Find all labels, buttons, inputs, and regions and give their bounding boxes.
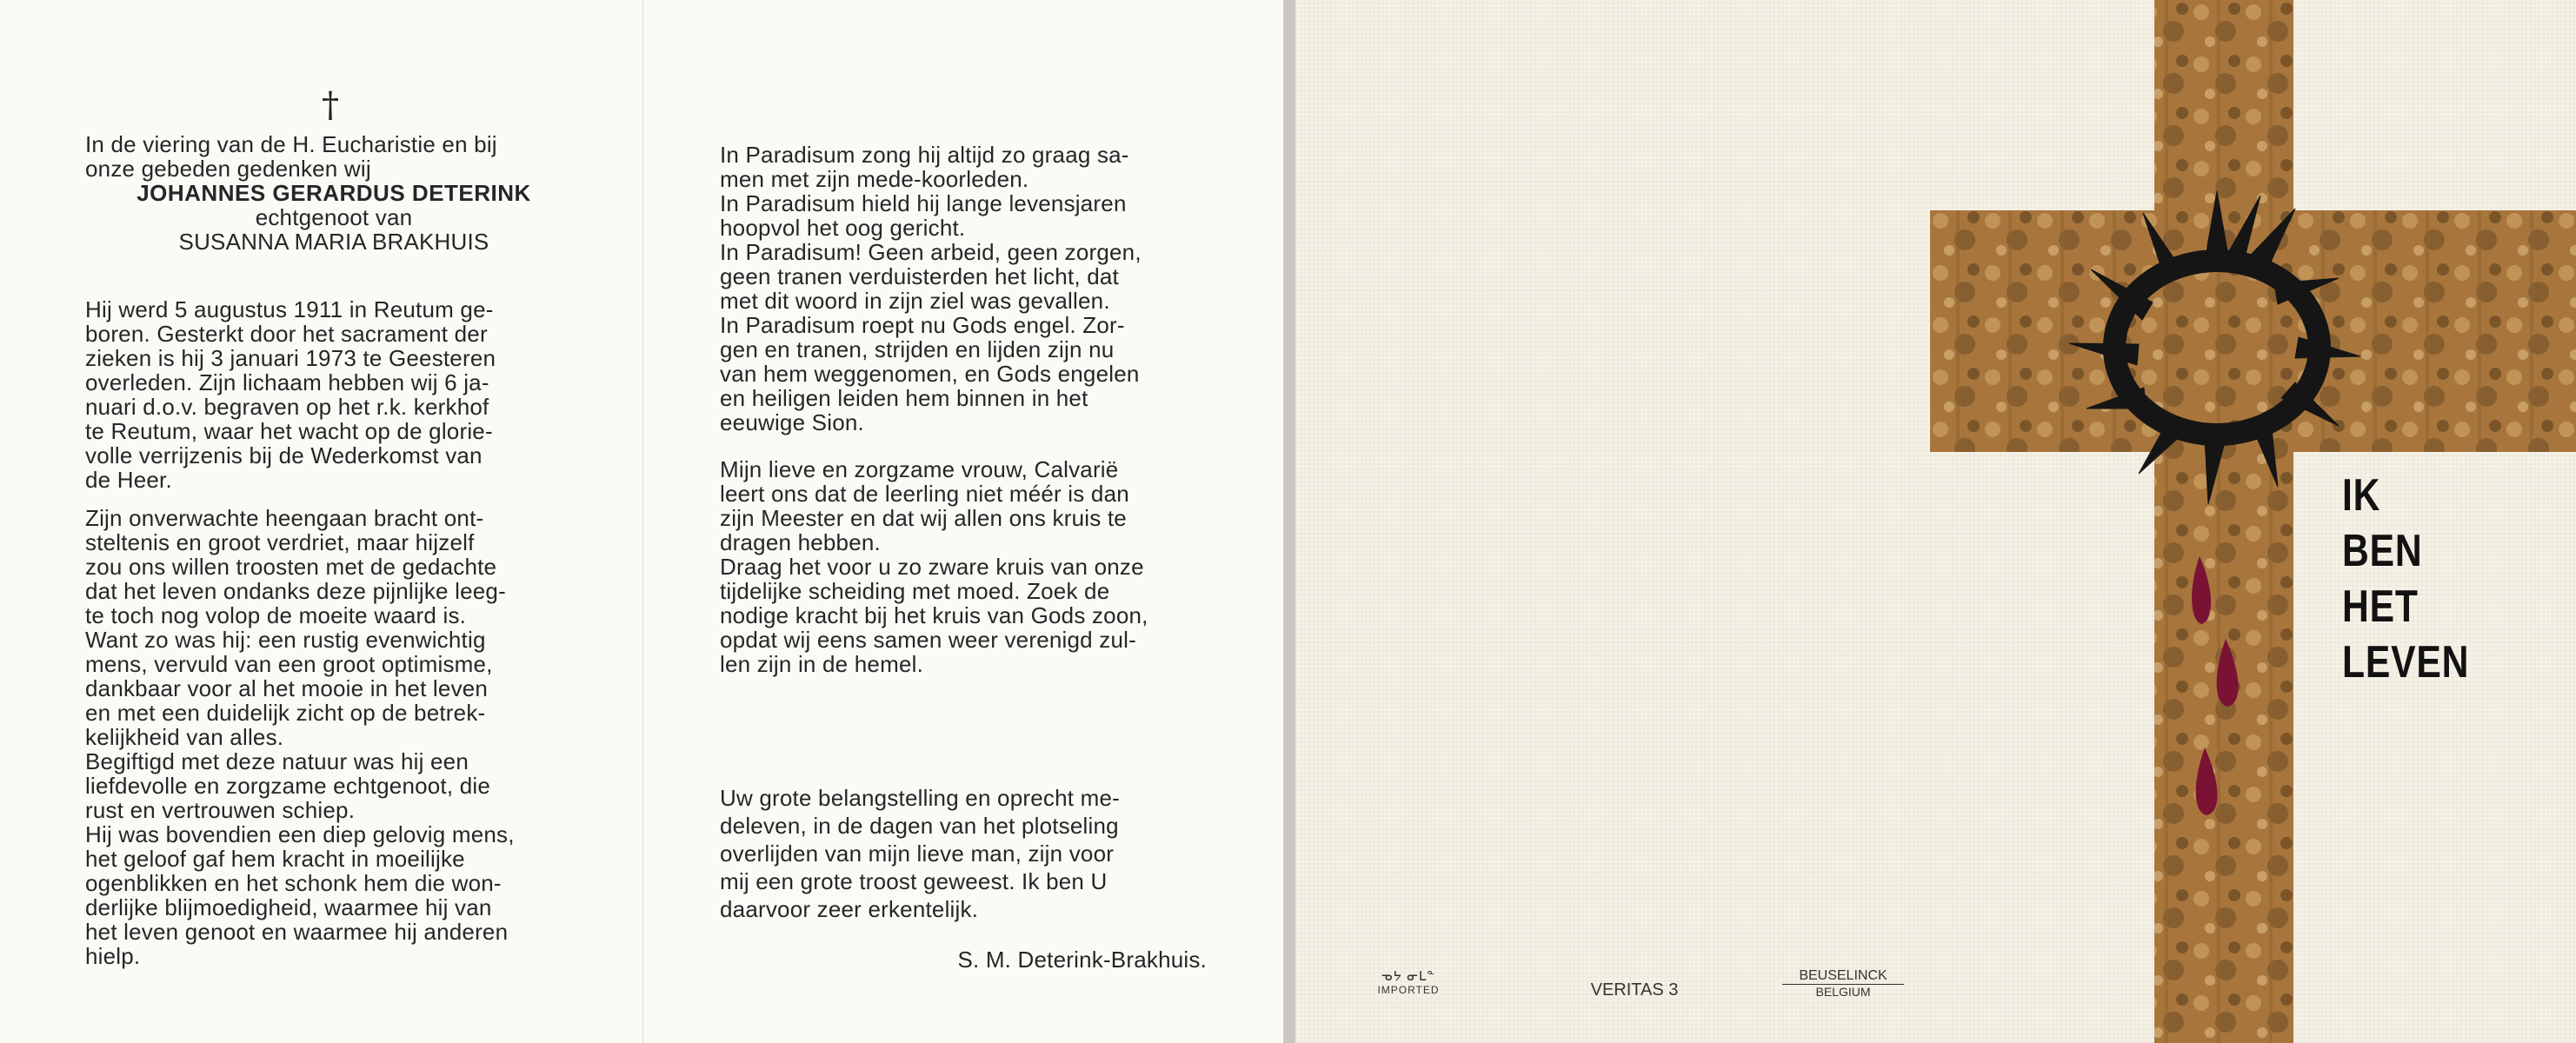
signature: S. M. Deterink-Brakhuis. — [957, 947, 1207, 973]
paradisum-paragraph — [720, 143, 1212, 435]
scan-gap — [1283, 0, 1295, 1043]
intro-line-1: In de viering van de H. Eucharistie en bij — [85, 131, 497, 157]
character-line: derlijke blijmoedigheid, waarmee hij van — [85, 894, 492, 920]
spouse-label: echtgenoot van — [255, 204, 413, 230]
paradisum-line: van hem weggenomen, en Gods engelen — [720, 361, 1140, 387]
publisher-country: BELGIUM — [1815, 985, 1871, 999]
spouse-name: SUSANNA MARIA BRAKHUIS — [178, 229, 489, 255]
cross-horizontal-beam — [1930, 210, 2576, 452]
character-line: Zijn onverwachte heengaan bracht ont- — [85, 505, 484, 531]
paradisum-line: In Paradisum! Geen arbeid, geen zorgen, — [720, 239, 1142, 265]
bio-line: de Heer. — [85, 467, 172, 493]
wife-paragraph — [720, 457, 1212, 676]
character-line: hielp. — [85, 943, 141, 969]
bio-line: te Reutum, waar het wacht op de glorie- — [85, 418, 493, 444]
bio-line: zieken is hij 3 januari 1973 te Geesteren — [85, 345, 496, 371]
paradisum-line: met dit woord in zijn ziel was gevallen. — [720, 288, 1110, 314]
character-line: het leven genoot en waarmee hij anderen — [85, 919, 509, 945]
character-line: ogenblikken en het schonk hem die won- — [85, 870, 502, 896]
series-label: VERITAS 3 — [1590, 980, 1679, 1000]
wife-line: nodige kracht bij het kruis van Gods zoon, — [720, 602, 1148, 628]
bio-line: volle verrijzenis bij de Wederkomst van — [85, 442, 483, 468]
inner-left-page — [0, 0, 643, 1043]
character-line: zou ons willen troosten met de gedachte — [85, 554, 497, 580]
character-line: Begiftigd met deze natuur was hij een — [85, 748, 469, 774]
cross-illustration — [1930, 0, 2576, 1043]
thanks-line: daarvoor zeer erkentelijk. — [720, 896, 979, 922]
cover-title-line: IK — [2342, 470, 2381, 521]
paradisum-line: In Paradisum zong hij altijd zo graag sa- — [720, 142, 1129, 168]
imported-mark — [1348, 968, 1469, 996]
thanks-paragraph — [720, 784, 1212, 923]
wife-line: Draag het voor u zo zware kruis van onze — [720, 554, 1144, 580]
thanks-line: overlijden van mijn lieve man, zijn voor — [720, 840, 1115, 867]
wife-line: opdat wij eens samen weer verenigd zul- — [720, 627, 1136, 653]
paradisum-line: men met zijn mede-koorleden. — [720, 166, 1029, 192]
cross-symbol: † — [322, 85, 339, 125]
wife-line: len zijn in de hemel. — [720, 651, 923, 677]
cover-title-line: HET — [2342, 581, 2419, 632]
bio-line: boren. Gesterkt door het sacrament der — [85, 321, 488, 347]
thanks-line: Uw grote belangstelling en oprecht me- — [720, 785, 1120, 811]
front-cover — [1930, 0, 2576, 1043]
wife-line: zijn Meester en dat wij allen ons kruis te — [720, 505, 1127, 531]
character-paragraph — [85, 506, 582, 968]
wife-line: tijdelijke scheiding met moed. Zoek de — [720, 578, 1110, 604]
wife-line: dragen hebben. — [720, 529, 881, 555]
character-line: liefdevolle en zorgzame echtgenoot, die — [85, 773, 490, 799]
paradisum-line: eeuwige Sion. — [720, 409, 864, 435]
thanks-line: deleven, in de dagen van het plotseling — [720, 813, 1119, 839]
character-line: dat het leven ondanks deze pijnlijke leeg- — [85, 578, 506, 604]
bio-line: nuari d.o.v. begraven op het r.k. kerkhof — [85, 394, 489, 420]
character-line: kelijkheid van alles. — [85, 724, 284, 750]
paradisum-line: In Paradisum hield hij lange levensjaren — [720, 190, 1127, 216]
character-line: te toch nog volop de moeite waard is. — [85, 602, 467, 628]
imported-scribble: ᓀᔭ ᓂᒪᓐ — [1381, 969, 1436, 984]
intro-block — [85, 132, 582, 254]
publisher-mark — [1782, 968, 1904, 999]
paradisum-line: hoopvol het oog gericht. — [720, 215, 966, 241]
back-cover — [1295, 0, 1930, 1043]
character-line: en met een duidelijk zicht op de betrek- — [85, 700, 486, 726]
thanks-line: mij een grote troost geweest. Ik ben U — [720, 868, 1108, 894]
character-line: steltenis en groot verdriet, maar hijzelf — [85, 529, 475, 555]
character-line: het geloof gaf hem kracht in moeilijke — [85, 846, 465, 872]
character-line: dankbaar voor al het mooie in het leven — [85, 675, 489, 701]
deceased-name: JOHANNES GERARDUS DETERINK — [136, 180, 531, 206]
character-line: rust en vertrouwen schiep. — [85, 797, 356, 823]
bio-line: Hij werd 5 augustus 1911 in Reutum ge- — [85, 296, 494, 322]
intro-line-2: onze gebeden gedenken wij — [85, 156, 371, 182]
paradisum-line: geen tranen verduisterden het licht, dat — [720, 263, 1119, 289]
bio-line: overleden. Zijn lichaam hebben wij 6 ja- — [85, 369, 489, 395]
inner-right-page — [643, 0, 1283, 1043]
cover-title-line: BEN — [2342, 526, 2423, 576]
biography-paragraph — [85, 297, 582, 492]
character-line: mens, vervuld van een groot optimisme, — [85, 651, 493, 677]
imported-label: IMPORTED — [1377, 984, 1440, 996]
cross-vertical-beam — [2154, 0, 2293, 1043]
paradisum-line: gen en tranen, strijden en lijden zijn nu — [720, 336, 1115, 362]
wife-line: Mijn lieve en zorgzame vrouw, Calvarië — [720, 456, 1119, 482]
cover-title — [2342, 468, 2469, 690]
wife-line: leert ons dat de leerling niet méér is dan — [720, 481, 1129, 507]
character-line: Want zo was hij: een rustig evenwichtig — [85, 627, 486, 653]
character-line: Hij was bovendien een diep gelovig mens, — [85, 821, 515, 847]
publisher-name: BEUSELINCK — [1782, 968, 1904, 985]
cover-title-line: LEVEN — [2342, 637, 2470, 688]
paradisum-line: en heiligen leiden hem binnen in het — [720, 385, 1088, 411]
paradisum-line: In Paradisum roept nu Gods engel. Zor- — [720, 312, 1125, 338]
